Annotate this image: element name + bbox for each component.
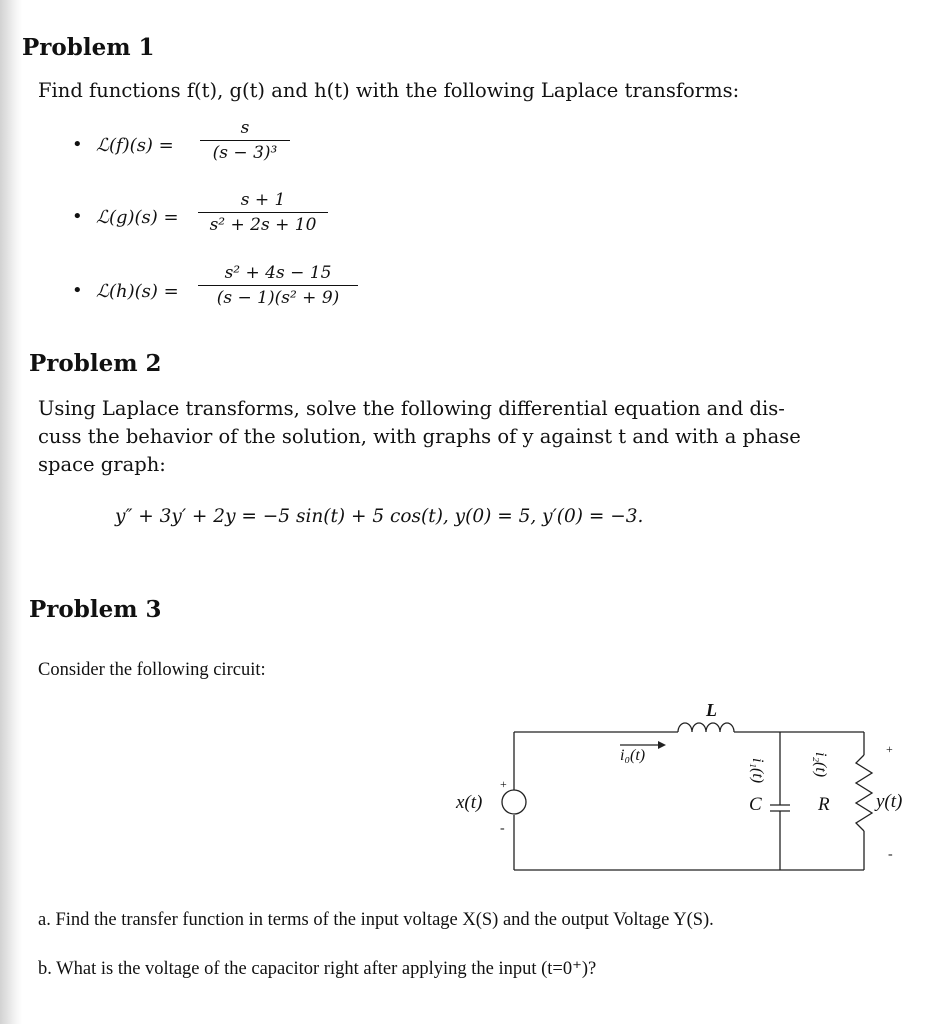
problem-3-heading: Problem 3: [29, 596, 162, 623]
problem-2-heading: Problem 2: [29, 350, 162, 377]
problem-2-line: cuss the behavior of the solution, with graphs of y against t and with a phase: [38, 425, 801, 448]
bullet: •: [72, 134, 83, 155]
circuit-diagram: [440, 690, 920, 890]
denominator: (s − 3)³: [200, 140, 290, 163]
inductor-label: L: [706, 700, 717, 720]
numerator: s: [240, 118, 250, 138]
question-b: b. What is the voltage of the capacitor right after applying the input (t=0⁺)?: [38, 959, 597, 979]
source-label: x(t): [456, 792, 483, 813]
output-plus-sign: +: [886, 742, 893, 756]
denominator: (s − 1)(s² + 9): [198, 285, 358, 308]
laplace-fraction: [200, 118, 290, 163]
numerator: s + 1: [240, 190, 286, 210]
laplace-fraction: [198, 190, 328, 235]
capacitor-label: C: [749, 794, 762, 815]
page-edge-shadow: [0, 0, 22, 1024]
numerator: s² + 4s − 15: [224, 263, 332, 283]
laplace-fraction: [198, 263, 358, 308]
differential-equation: y″ + 3y′ + 2y = −5 sin(t) + 5 cos(t), y(0) = 5, y′(0) = −3.: [115, 506, 644, 527]
denominator: s² + 2s + 10: [198, 212, 328, 235]
inductor-coil: [678, 723, 734, 732]
laplace-lhs: ℒ(f)(s) =: [96, 135, 174, 156]
laplace-lhs: ℒ(h)(s) =: [96, 281, 179, 302]
problem-2-line: space graph:: [38, 453, 166, 476]
problem-1-heading: Problem 1: [22, 34, 155, 61]
bullet: •: [72, 206, 83, 227]
resistor-zigzag: [856, 755, 872, 831]
current-i2-label: i₂(t): [812, 752, 829, 778]
problem-1-intro: Find functions f(t), g(t) and h(t) with the following Laplace transforms:: [38, 79, 740, 102]
arrowhead: [658, 741, 666, 749]
resistor-label: R: [818, 794, 830, 815]
problem-2-line: Using Laplace transforms, solve the following differential equation and dis-: [38, 397, 785, 420]
output-minus-sign: -: [888, 847, 893, 862]
question-a: a. Find the transfer function in terms of the input voltage X(S) and the output Voltage Y(S).: [38, 910, 714, 930]
voltage-source: [502, 790, 526, 814]
source-minus-sign: -: [500, 821, 505, 836]
problem-3-intro: Consider the following circuit:: [38, 660, 266, 680]
laplace-lhs: ℒ(g)(s) =: [96, 207, 179, 228]
output-label: y(t): [876, 791, 903, 812]
bullet: •: [72, 280, 83, 301]
current-i0-label: i₀(t): [620, 747, 646, 764]
source-plus-sign: +: [500, 777, 507, 791]
current-i1-label: i₁(t): [749, 758, 766, 784]
